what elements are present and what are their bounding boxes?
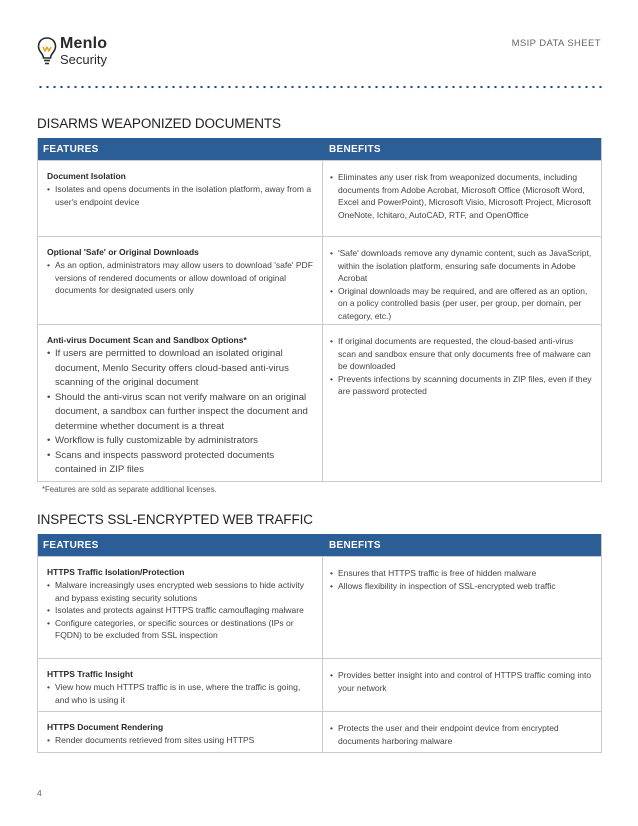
column-header-benefits: BENEFITS bbox=[329, 143, 381, 155]
table-row bbox=[38, 236, 601, 324]
column-header-features: FEATURES bbox=[43, 143, 99, 155]
feature-list bbox=[47, 681, 314, 706]
table-row bbox=[38, 160, 601, 236]
section-title-disarms: DISARMS WEAPONIZED DOCUMENTS bbox=[37, 116, 281, 131]
list-item: • Allows flexibility in inspection of SSL-encrypted web traffic bbox=[330, 580, 593, 593]
feature-cell bbox=[38, 659, 323, 711]
list-item: • As an option, administrators may allow users to download 'safe' PDF versions of rendered documents or allow download of original documents for designated users only bbox=[47, 259, 314, 297]
benefit-list bbox=[330, 669, 593, 694]
benefit-cell bbox=[323, 712, 601, 752]
feature-list bbox=[47, 734, 314, 747]
logo-wordmark-menlo: Menlo bbox=[60, 35, 108, 52]
footnote: *Features are sold as separate additional licenses. bbox=[42, 485, 217, 494]
feature-title: Optional 'Safe' or Original Downloads bbox=[47, 247, 199, 257]
benefit-list bbox=[330, 567, 593, 592]
benefit-list bbox=[330, 171, 593, 221]
benefit-cell bbox=[323, 325, 601, 481]
list-item: • If original documents are requested, the cloud-based anti-virus scan and sandbox ensure that only documents free of malware can be downloaded bbox=[330, 335, 593, 373]
benefit-list bbox=[330, 335, 593, 398]
table-row bbox=[38, 324, 601, 481]
benefit-list bbox=[330, 247, 593, 322]
column-header-features: FEATURES bbox=[43, 539, 99, 551]
table-disarms-documents bbox=[37, 138, 602, 482]
feature-title: Document Isolation bbox=[47, 171, 126, 181]
page-number: 4 bbox=[37, 788, 42, 798]
list-item: • Malware increasingly uses encrypted web sessions to hide activity and bypass existing security solutions bbox=[47, 579, 314, 604]
list-item: • Provides better insight into and control of HTTPS traffic coming into your network bbox=[330, 669, 593, 694]
list-item: • Eliminates any user risk from weaponized documents, including documents from Adobe Acrobat, Microsoft Office (Microsoft Word, Excel and PowerPoint), Microsoft Visio, Microsoft Project, Microsoft OneNote, Ichitaro, AutoCAD, RTF, and OpenOffice bbox=[330, 171, 593, 221]
feature-title: HTTPS Traffic Isolation/Protection bbox=[47, 567, 185, 577]
table-row bbox=[38, 658, 601, 711]
list-item: • Render documents retrieved from sites using HTTPS bbox=[47, 734, 314, 747]
table-ssl-traffic bbox=[37, 534, 602, 753]
list-item: • 'Safe' downloads remove any dynamic content, such as JavaScript, within the isolation platform, ensuring safe documents in Adobe Acrobat bbox=[330, 247, 593, 285]
list-item: • Protects the user and their endpoint device from encrypted documents harboring malware bbox=[330, 722, 593, 747]
benefit-cell bbox=[323, 237, 601, 324]
table-row bbox=[38, 556, 601, 658]
menlo-logo bbox=[37, 36, 107, 66]
feature-title: HTTPS Document Rendering bbox=[47, 722, 164, 732]
logo-wordmark-security: Security bbox=[60, 52, 107, 67]
feature-cell bbox=[38, 237, 323, 324]
feature-cell bbox=[38, 557, 323, 658]
list-item: • Should the anti-virus scan not verify malware on an original document, a sandbox can further inspect the document and determine whether document is a threat bbox=[47, 391, 314, 435]
list-item: • Isolates and opens documents in the isolation platform, away from a user's endpoint device bbox=[47, 183, 314, 208]
list-item: • Isolates and protects against HTTPS traffic camouflaging malware bbox=[47, 604, 314, 617]
benefit-cell bbox=[323, 161, 601, 236]
document-type-label: MSIP DATA SHEET bbox=[511, 38, 601, 49]
list-item: • Prevents infections by scanning documents in ZIP files, even if they are password protected bbox=[330, 373, 593, 398]
page-header bbox=[0, 0, 638, 100]
feature-list bbox=[47, 579, 314, 642]
list-item: • Original downloads may be required, and are offered as an option, on a policy controlled basis (per user, per group, per domain, per category, etc.) bbox=[330, 285, 593, 323]
table-header bbox=[38, 534, 601, 556]
feature-cell bbox=[38, 712, 323, 752]
feature-list bbox=[47, 183, 314, 208]
lightbulb-icon bbox=[37, 36, 57, 66]
list-item: • Workflow is fully customizable by administrators bbox=[47, 434, 314, 449]
dotted-divider bbox=[37, 85, 603, 89]
column-header-benefits: BENEFITS bbox=[329, 539, 381, 551]
feature-list bbox=[47, 347, 314, 478]
feature-title: Anti-virus Document Scan and Sandbox Options* bbox=[47, 335, 247, 345]
feature-cell bbox=[38, 325, 323, 481]
benefit-list bbox=[330, 722, 593, 747]
feature-list bbox=[47, 259, 314, 297]
list-item: • Ensures that HTTPS traffic is free of hidden malware bbox=[330, 567, 593, 580]
list-item: • If users are permitted to download an isolated original document, Menlo Security offers cloud-based anti-virus scanning of the original document bbox=[47, 347, 314, 391]
table-header bbox=[38, 138, 601, 160]
feature-cell bbox=[38, 161, 323, 236]
feature-title: HTTPS Traffic Insight bbox=[47, 669, 133, 679]
list-item: • Scans and inspects password protected documents contained in ZIP files bbox=[47, 449, 314, 478]
section-title-ssl: INSPECTS SSL-ENCRYPTED WEB TRAFFIC bbox=[37, 512, 313, 527]
table-row bbox=[38, 711, 601, 752]
benefit-cell bbox=[323, 659, 601, 711]
list-item: • Configure categories, or specific sources or destinations (IPs or FQDN) to be excluded from SSL inspection bbox=[47, 617, 314, 642]
benefit-cell bbox=[323, 557, 601, 658]
list-item: • View how much HTTPS traffic is in use, where the traffic is going, and who is using it bbox=[47, 681, 314, 706]
